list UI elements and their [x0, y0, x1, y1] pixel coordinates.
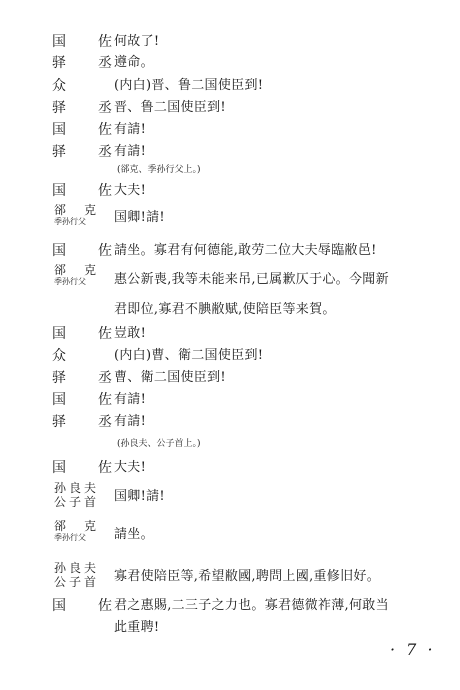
stage-direction-text: (孙良夫、公子首上。): [117, 439, 201, 449]
dialogue-text: 何故了!: [114, 34, 160, 49]
speaker-name: 驿 丞: [52, 414, 121, 430]
dialogue-text: 国卿!請!: [114, 489, 165, 504]
speaker-name: [54, 562, 106, 589]
speaker-name: [54, 520, 106, 543]
speaker-name: 驿 丞: [52, 55, 121, 71]
dialogue-text: 君即位,寡君不腆敝赋,使陪臣等来賀。: [114, 302, 336, 317]
speaker-name: 驿 丞: [52, 370, 121, 386]
dialogue-text: 有請!: [114, 392, 147, 407]
speaker-name: [54, 264, 106, 287]
speaker-name: [54, 482, 106, 509]
dialogue-text: 有請!: [114, 414, 147, 429]
dialogue-text: 豈敢!: [114, 326, 147, 341]
dialogue-text: 此重聘!: [114, 620, 160, 635]
dialogue-text: 請坐。寡君有何德能,敢劳二位大夫辱臨敝邑!: [114, 243, 377, 258]
speaker-name: [54, 204, 106, 227]
speaker-name: 众: [52, 78, 75, 94]
dialogue-text: 請坐。: [114, 527, 154, 542]
speaker-name-top: 孙良夫: [54, 561, 100, 575]
speaker-name: 国 佐: [52, 326, 121, 342]
dialogue-text: (内白)曹、衛二国使臣到!: [114, 348, 264, 363]
speaker-name-sub: 季孙行父: [54, 217, 86, 226]
speaker-name: 驿 丞: [52, 100, 121, 116]
dialogue-text: 大夫!: [114, 460, 147, 475]
speaker-name: 国 佐: [52, 460, 121, 476]
speaker-name: 国 佐: [52, 598, 121, 614]
dialogue-text: 惠公新喪,我等未能来吊,已属歉仄于心。今聞新: [114, 272, 389, 287]
dialogue-text: 有請!: [114, 122, 147, 137]
dialogue-text: 遵命。: [114, 55, 154, 70]
stage-direction-text: (郤克、季孙行父上。): [117, 165, 201, 175]
dialogue-text: 国卿!請!: [114, 210, 165, 225]
speaker-name: 驿 丞: [52, 144, 121, 160]
speaker-name-top: 孙良夫: [54, 481, 100, 495]
speaker-name: 众: [52, 348, 75, 364]
speaker-name-sub: 季孙行父: [54, 533, 86, 542]
speaker-name: 国 佐: [52, 34, 121, 50]
dialogue-text: 有請!: [114, 144, 147, 159]
speaker-name-sub: 季孙行父: [54, 277, 86, 286]
speaker-name: 国 佐: [52, 392, 121, 408]
speaker-name-top: 郤 克: [54, 203, 100, 217]
dialogue-text: 曹、衛二国使臣到!: [114, 370, 226, 385]
speaker-name: 国 佐: [52, 122, 121, 138]
speaker-name: 国 佐: [52, 183, 121, 199]
speaker-name-top: 郤 克: [54, 519, 100, 533]
speaker-name: 国 佐: [52, 243, 121, 259]
speaker-name-sub: 公子首: [54, 495, 100, 509]
speaker-name-top: 郤 克: [54, 263, 100, 277]
dialogue-text: (内白)晋、鲁二国使臣到!: [114, 78, 264, 93]
dialogue-text: 晋、鲁二国使臣到!: [114, 100, 226, 115]
dialogue-text: 寡君使陪臣等,希望敝國,聘問上國,重修旧好。: [114, 569, 380, 584]
page-number: · 7 ·: [390, 640, 436, 659]
dialogue-text: 大夫!: [114, 183, 147, 198]
speaker-name-sub: 公子首: [54, 575, 100, 589]
dialogue-text: 君之惠賜,二三子之力也。寡君德微祚薄,何敢当: [114, 598, 389, 613]
